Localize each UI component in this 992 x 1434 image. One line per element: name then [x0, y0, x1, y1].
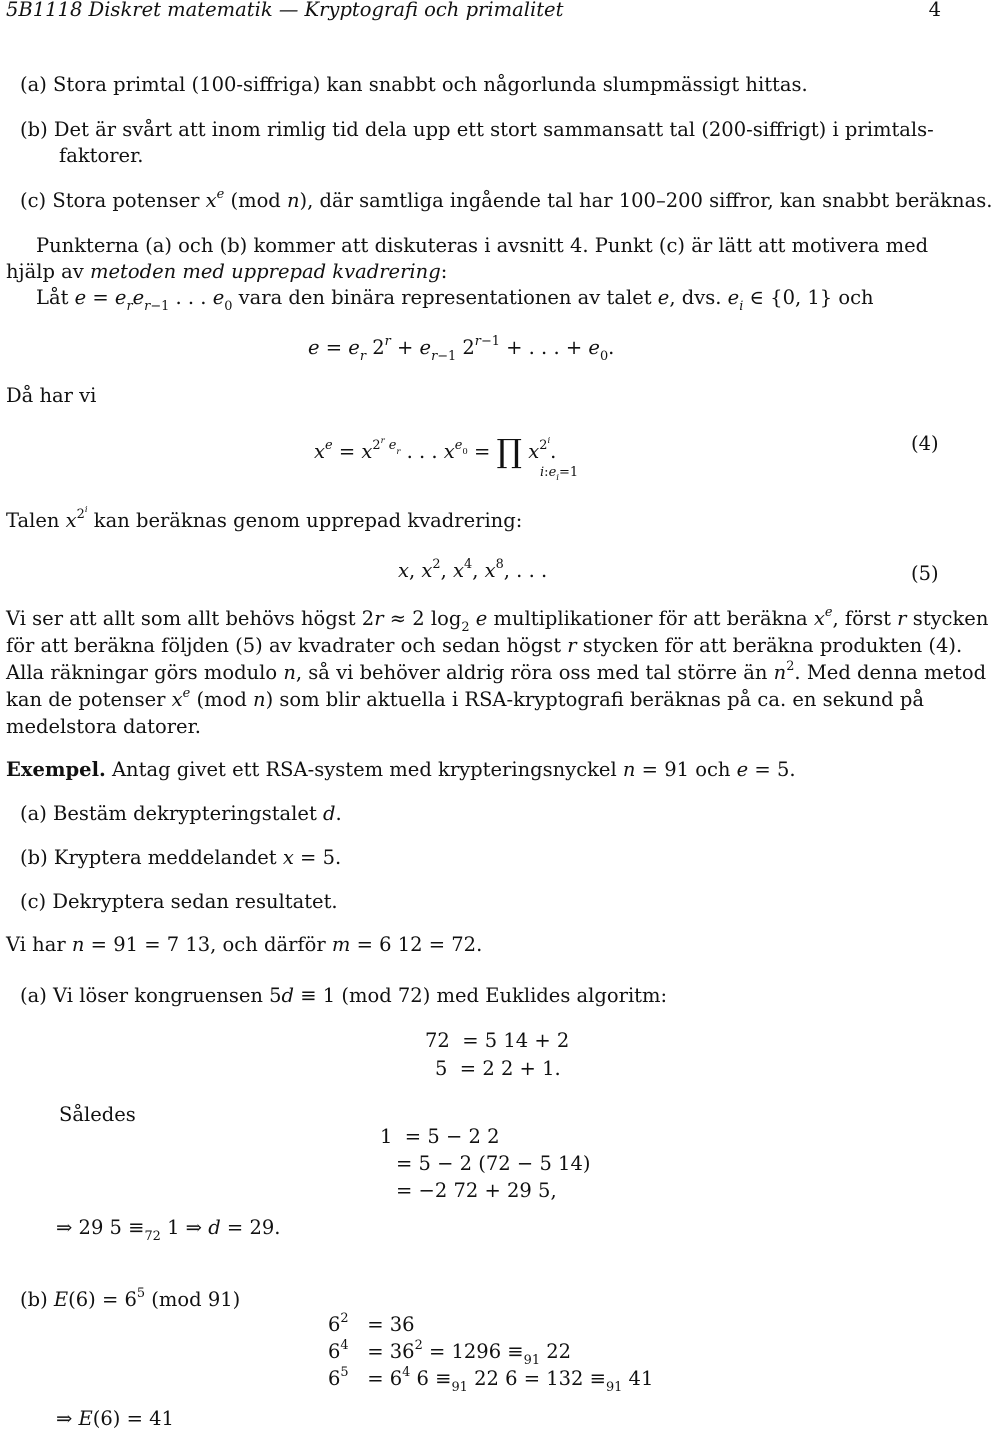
vi-har-line: Vi har n = 91 = 7 13, och därför m = 6 12 = 72.	[6, 933, 483, 956]
page-number: 4	[928, 0, 941, 21]
powers-line3: $6^5 = 6^4$ $6 \equiv_{91}$ 22 $6 = 132 \equiv_{91}$ 41	[328, 1365, 654, 1396]
equation-5-label: (5)	[911, 562, 939, 585]
back-sub-line1: 1 = 5 − 2 2	[380, 1125, 500, 1148]
item-a: (a) Stora primtal (100-siffriga) kan snabbt och någorlunda slumpmässigt hittas.	[20, 73, 808, 96]
euclid-line2: 5 = 2 2 + 1.	[435, 1057, 561, 1080]
talen-line: Talen $x^{2^i}$ kan beräknas genom upprepad kvadrering:	[6, 505, 523, 532]
saledes: Således	[59, 1103, 136, 1126]
example-c: (c) Dekryptera sedan resultatet.	[20, 890, 338, 913]
para2-line4: kan de potenser $x^e$ (mod n) som blir aktuella i RSA-kryptografi beräknas på ca. en sekund på	[6, 686, 924, 711]
para1-line1: Punkterna (a) och (b) kommer att diskuteras i avsnitt 4. Punkt (c) är lätt att motivera med	[36, 234, 929, 257]
item-c: (c) Stora potenser $x^e$ (mod n), där samtliga ingående tal har 100–200 siffror, kan snabbt beräknas.	[20, 187, 992, 212]
item-b-line1: (b) Det är svårt att inom rimlig tid dela upp ett stort sammansatt tal (200-siffrigt) i primtals-	[20, 118, 934, 141]
para1-line3: Låt $e = e_re_{r-1}$ . . . $e_0$ vara den binära representationen av talet e, dvs. $e_i$ ∈ {0, 1} och	[36, 286, 874, 315]
back-sub-line3: = −2 72 + 29 5,	[396, 1179, 557, 1202]
example-b: (b) Kryptera meddelandet x = 5.	[20, 846, 342, 869]
example-a: (a) Bestäm dekrypteringstalet d.	[20, 802, 342, 825]
para2-line1: Vi ser att allt som allt behövs högst 2r ≈ 2 $\log_2 e$ multiplikationer för att beräkna $x^e$, först r stycken	[6, 605, 989, 636]
para2-line5: medelstora datorer.	[6, 715, 201, 738]
back-sub-line2: = 5 − 2 (72 − 5 14)	[396, 1152, 591, 1175]
powers-line1: $6^2 = 36$	[328, 1311, 415, 1336]
equation-4-label: (4)	[911, 432, 939, 455]
page-header-title: 5B1118 Diskret matematik — Kryptografi och primalitet	[6, 0, 564, 21]
item-b-line2: faktorer.	[59, 144, 144, 167]
solution-b-conclusion: ⇒ E(6) = 41	[56, 1407, 174, 1430]
solution-b-intro: (b) $E(6) = 6^5$ (mod 91)	[20, 1286, 241, 1311]
example-label: Exempel.	[6, 758, 106, 781]
para1-line2: hjälp av metoden med upprepad kvadrering:	[6, 260, 448, 283]
equation-5: x, $x^2$, $x^4$, $x^8$, . . .	[398, 557, 548, 582]
para2-line3: Alla räkningar görs modulo n, så vi behöver aldrig röra oss med tal större än $n^2$. Med denna metod	[6, 659, 987, 684]
product-index: $i:e_i=1$	[540, 465, 579, 484]
equation-4: $x^e = x^{2^r e_r}$ . . . $x^{e_0}$ = ∏ $x^{2^i}$.	[314, 432, 557, 470]
equation-binary: $e = e_r$ $2^r + e_{r-1}$ $2^{r-1}$ + . . . + $e_0$.	[308, 334, 615, 365]
solution-a-conclusion: ⇒ 29 $5 \equiv_{72}$ 1 ⇒ d = 29.	[56, 1216, 281, 1245]
example-line: Exempel. Antag givet ett RSA-system med krypteringsnyckel n = 91 och e = 5.	[6, 758, 796, 781]
euclid-line1: 72 = 5 14 + 2	[425, 1029, 570, 1052]
solution-a-intro: (a) Vi löser kongruensen 5d ≡ 1 (mod 72) med Euklides algoritm:	[20, 984, 668, 1007]
da-har-vi: Då har vi	[6, 384, 97, 407]
powers-line2: $6^4 = 36^2 = 1296 \equiv_{91}$ 22	[328, 1338, 572, 1369]
para2-line2: för att beräkna följden (5) av kvadrater och sedan högst r stycken för att beräkna produkten (4).	[6, 634, 963, 657]
